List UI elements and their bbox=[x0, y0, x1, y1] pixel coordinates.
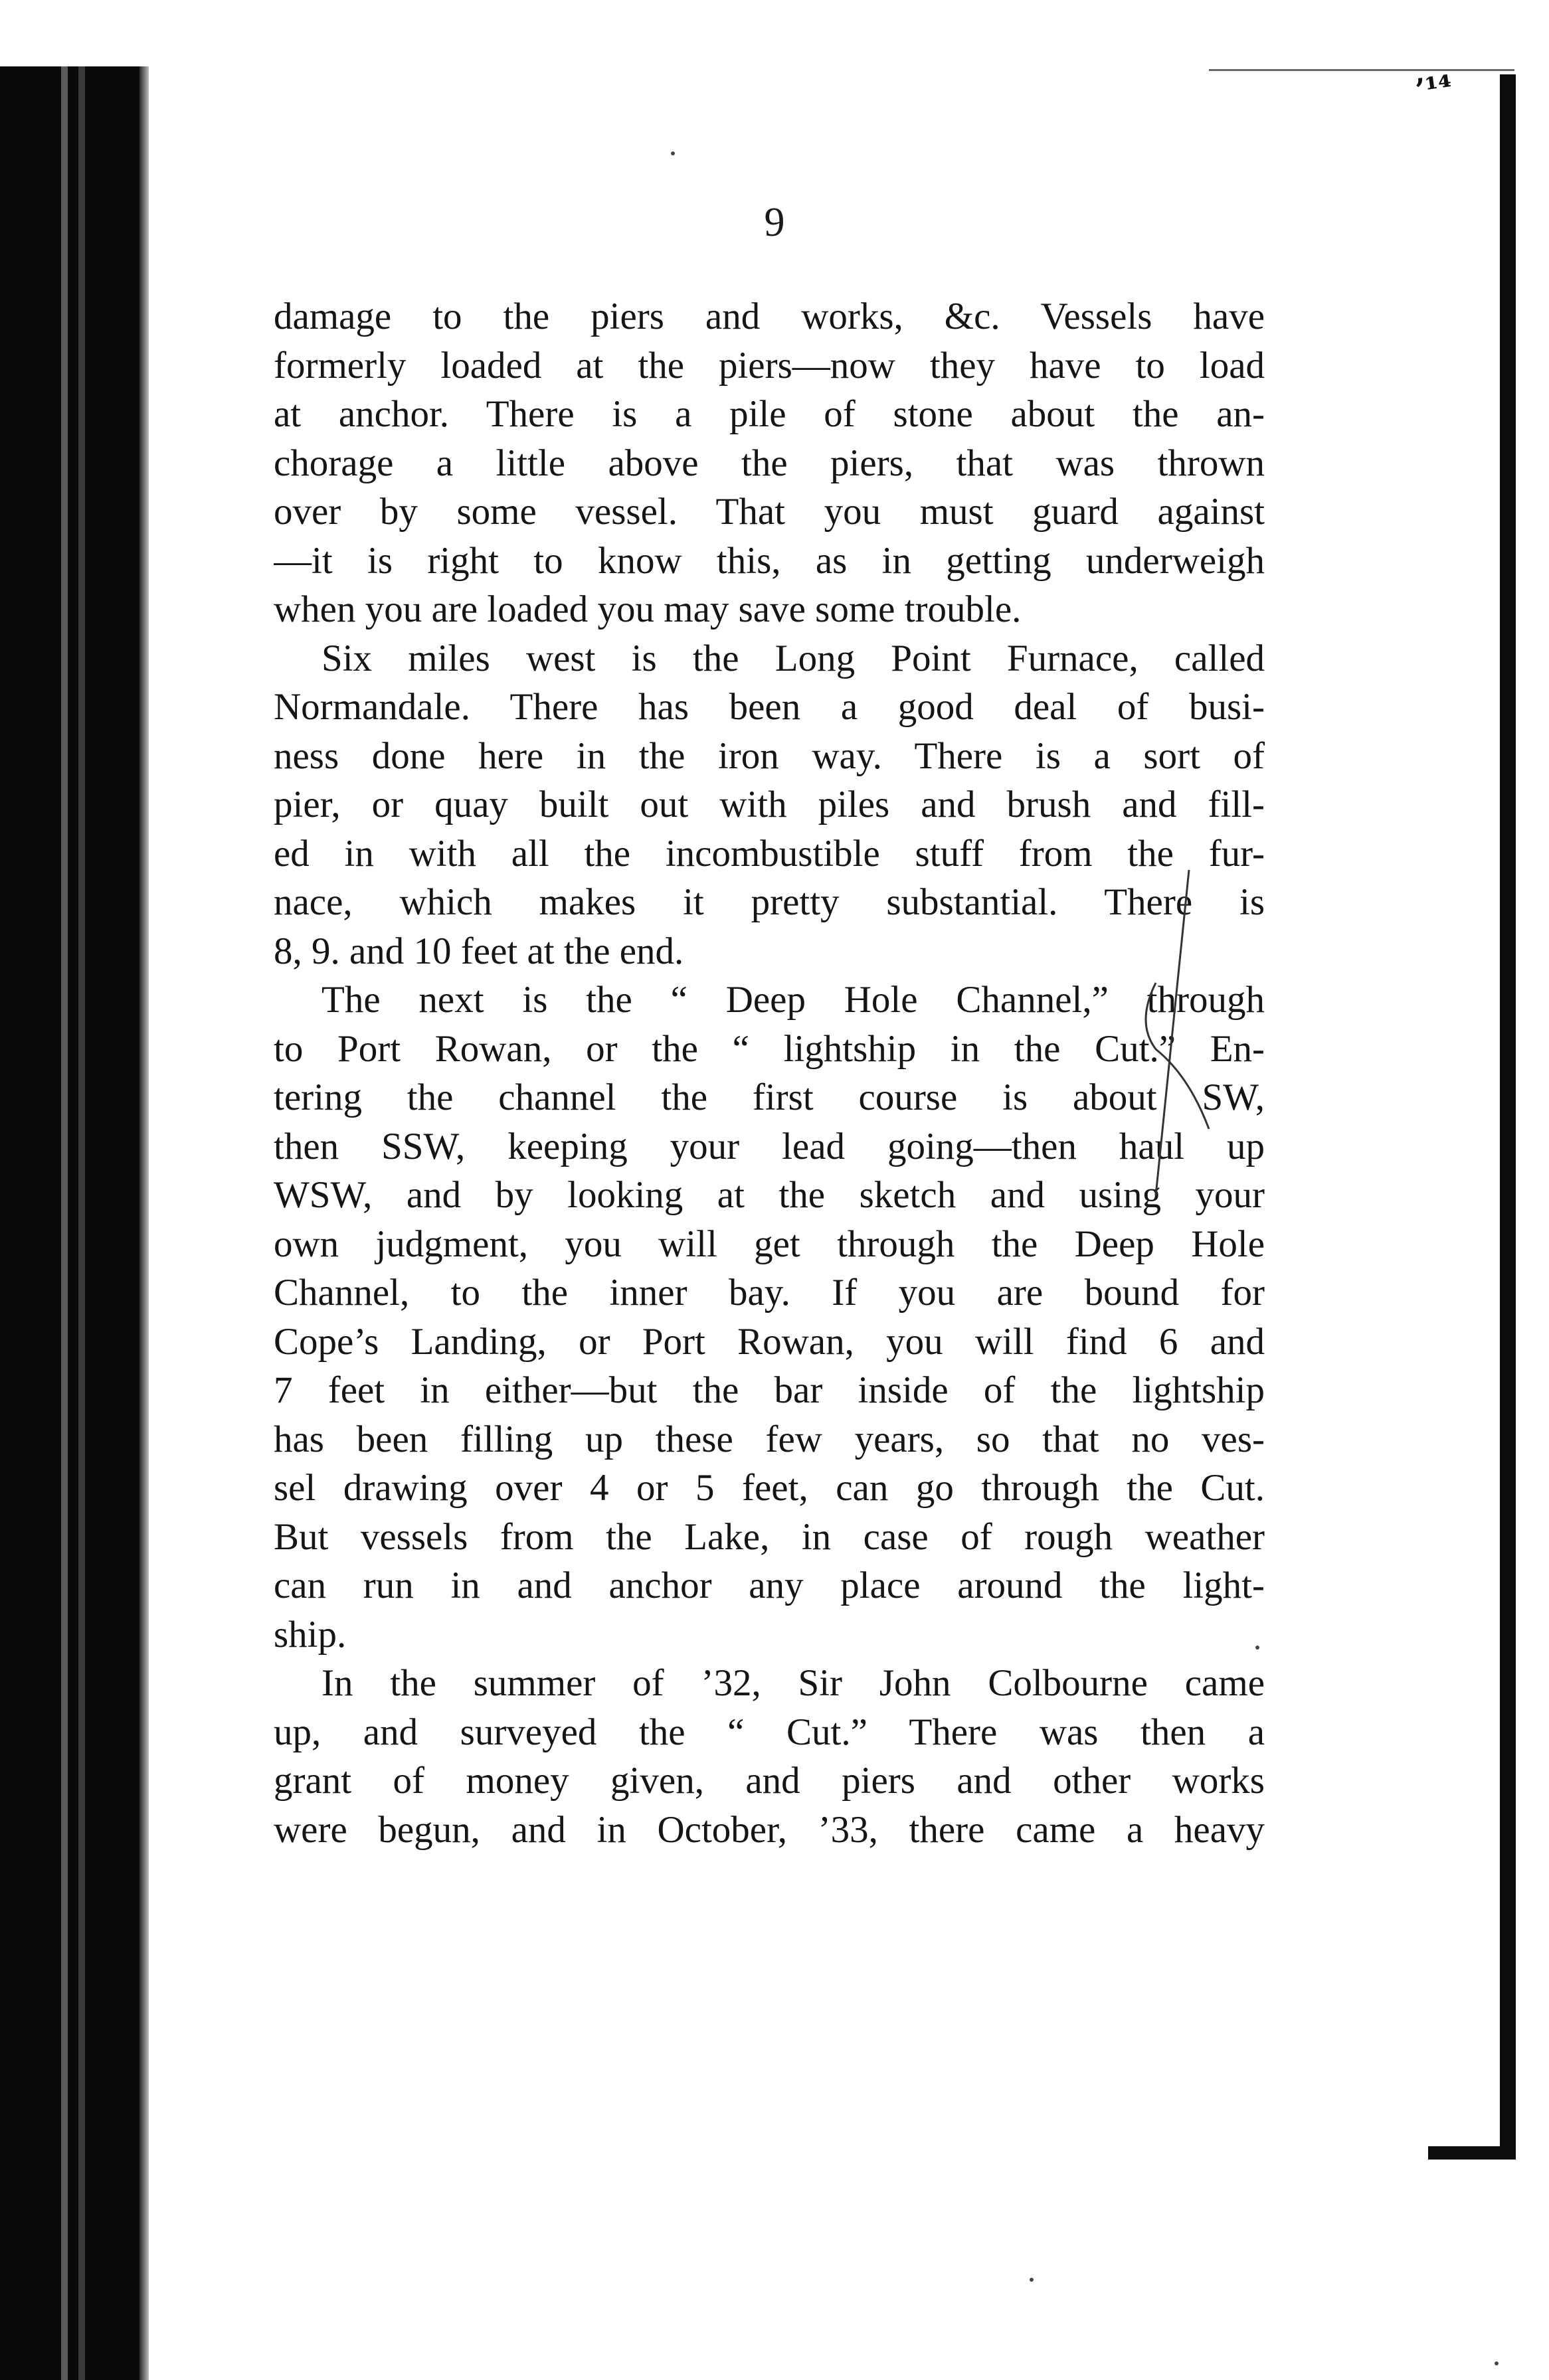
text-line: at anchor. There is a pile of stone about the an- bbox=[274, 393, 1265, 435]
text-line: ed in with all the incombustible stuff from the fur- bbox=[274, 832, 1265, 875]
text-line: WSW, and by looking at the sketch and using your bbox=[274, 1174, 1265, 1216]
text-line: tering the channel the first course is about SW, bbox=[274, 1076, 1265, 1118]
pencil-mark bbox=[1129, 850, 1302, 1222]
paragraph-start-line: Six miles west is the Long Point Furnace, called bbox=[321, 637, 1265, 679]
text-line: 8, 9. and 10 feet at the end. bbox=[274, 930, 684, 972]
text-line: pier, or quay built out with piles and brush and fill- bbox=[274, 784, 1265, 825]
text-line: Cope’s Landing, or Port Rowan, you will find 6 and bbox=[274, 1320, 1265, 1363]
binding-edge bbox=[139, 66, 149, 2380]
text-line: up, and surveyed the “ Cut.” There was then a bbox=[274, 1711, 1265, 1753]
corner-mark: ʼ¹⁴ bbox=[1412, 68, 1455, 109]
body-text bbox=[274, 292, 1265, 1854]
text-line: ness done here in the iron way. There is a sort of bbox=[274, 734, 1265, 777]
page-top-edge bbox=[1209, 69, 1514, 71]
binding-highlight bbox=[61, 66, 68, 2380]
binding-highlight bbox=[78, 66, 85, 2380]
page-number: 9 bbox=[764, 200, 785, 245]
text-line: were begun, and in October, ’33, there came a heavy bbox=[274, 1808, 1265, 1851]
book-binding bbox=[0, 66, 139, 2380]
text-line: formerly loaded at the piers—now they have to load bbox=[274, 344, 1265, 386]
text-line: Channel, to the inner bay. If you are bound for bbox=[274, 1272, 1265, 1314]
text-line: 7 feet in either—but the bar inside of the lightship bbox=[274, 1369, 1265, 1411]
speck bbox=[671, 151, 675, 155]
page-bottom-edge bbox=[1428, 2146, 1516, 2160]
text-line: ship. bbox=[274, 1613, 347, 1656]
text-line: nace, which makes it pretty substantial. There is bbox=[274, 881, 1265, 923]
speck bbox=[1495, 2361, 1499, 2365]
text-line: can run in and anchor any place around the light- bbox=[274, 1565, 1265, 1606]
text-line: chorage a little above the piers, that was thrown bbox=[274, 442, 1265, 484]
speck bbox=[1255, 1646, 1259, 1650]
text-line: damage to the piers and works, &c. Vessels have bbox=[274, 296, 1265, 337]
text-line: over by some vessel. That you must guard against bbox=[274, 491, 1265, 533]
text-line: —it is right to know this, as in getting underweigh bbox=[274, 539, 1265, 582]
text-line: But vessels from the Lake, in case of rough weather bbox=[274, 1515, 1265, 1558]
text-line: then SSW, keeping your lead going—then haul up bbox=[274, 1125, 1265, 1167]
text-line: Normandale. There has been a good deal of busi- bbox=[274, 686, 1265, 728]
page-right-edge bbox=[1500, 74, 1516, 2160]
paragraph-start-line: The next is the “ Deep Hole Channel,” through bbox=[321, 979, 1265, 1021]
text-line: sel drawing over 4 or 5 feet, can go through the Cut. bbox=[274, 1467, 1265, 1509]
text-line: when you are loaded you may save some trouble. bbox=[274, 588, 1022, 630]
text-line: grant of money given, and piers and other works bbox=[274, 1760, 1265, 1802]
text-line: has been filling up these few years, so that no ves- bbox=[274, 1418, 1265, 1460]
text-line: to Port Rowan, or the “ lightship in the Cut.” En- bbox=[274, 1027, 1265, 1070]
paragraph-start-line: In the summer of ’32, Sir John Colbourne came bbox=[321, 1662, 1265, 1704]
text-line: own judgment, you will get through the Deep Hole bbox=[274, 1223, 1265, 1265]
speck bbox=[1030, 2278, 1034, 2282]
